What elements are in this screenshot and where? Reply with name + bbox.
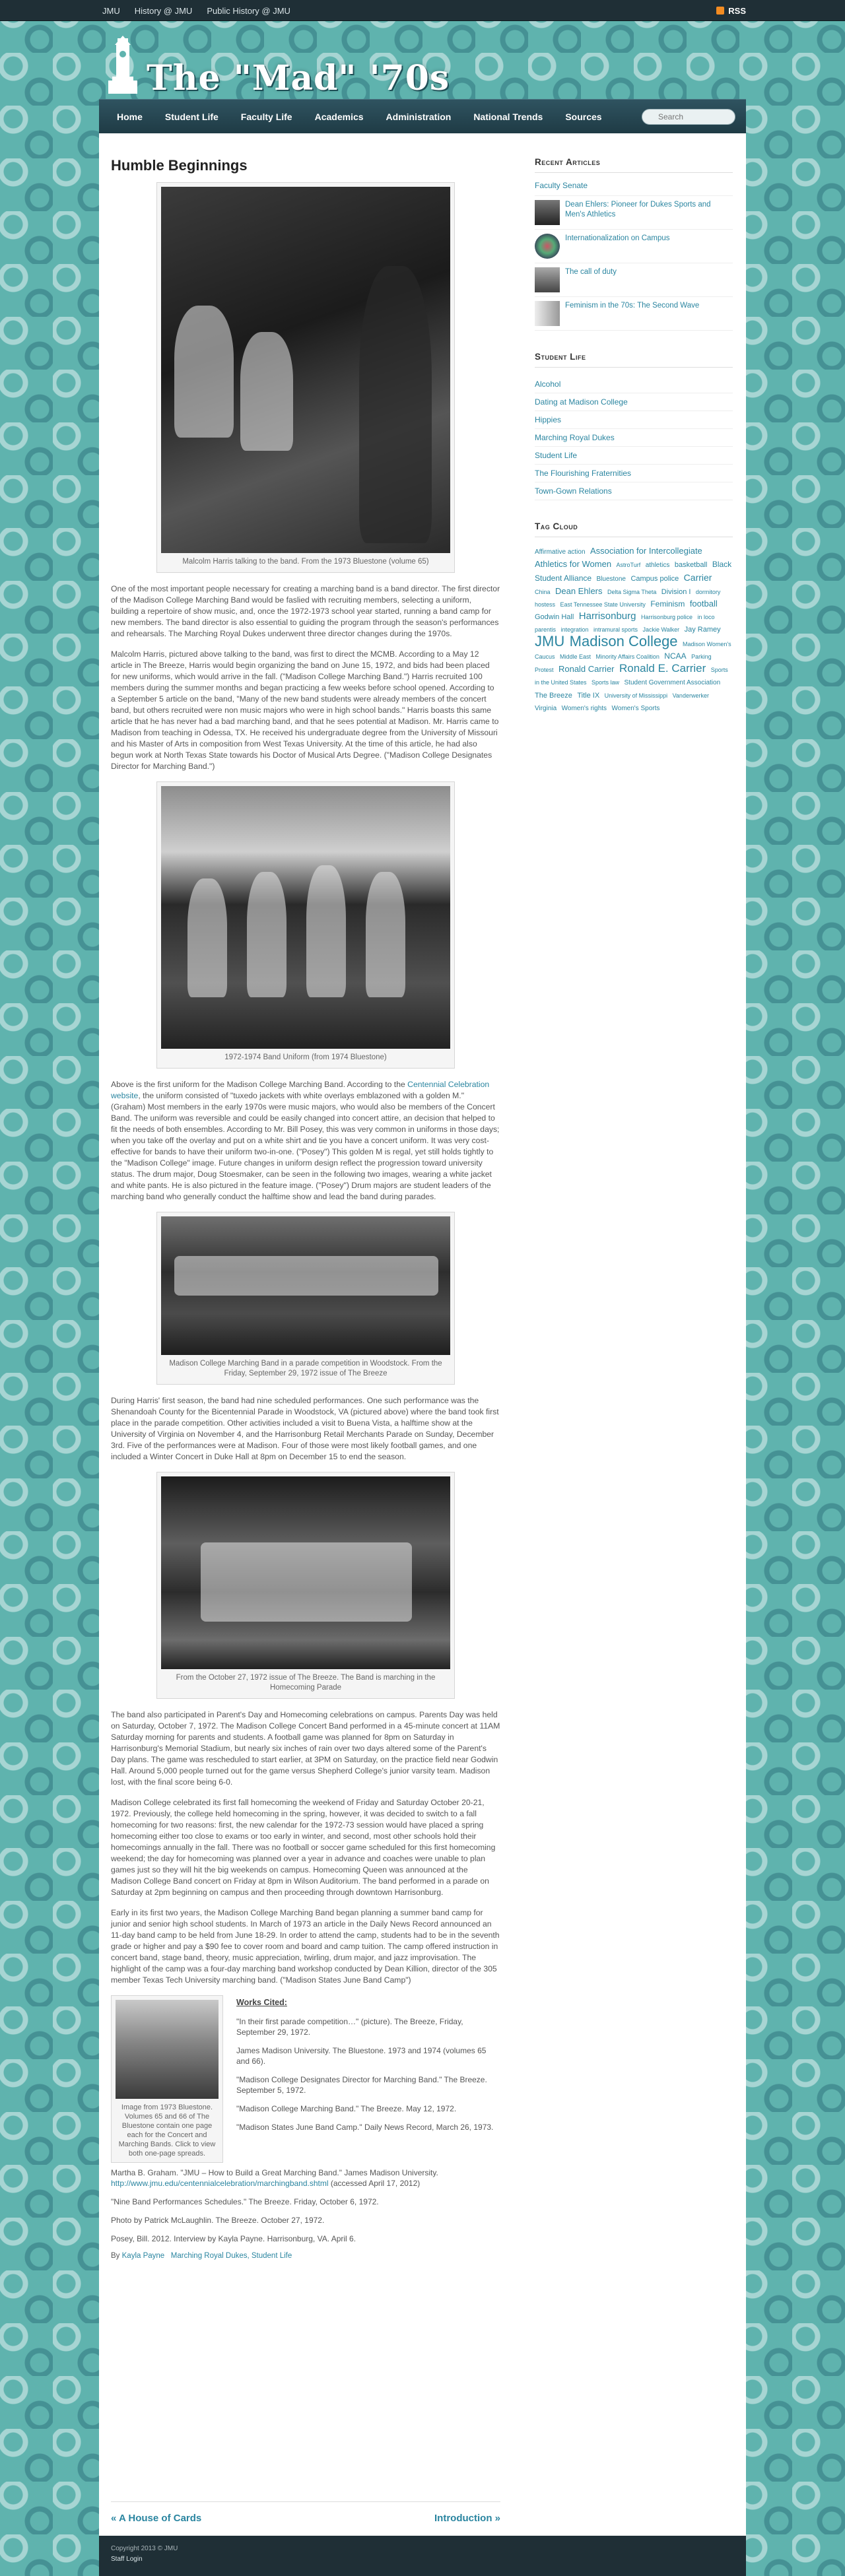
tag-link[interactable]: Delta Sigma Theta	[607, 589, 657, 595]
nav-academics[interactable]: Academics	[314, 112, 364, 122]
student-life-link[interactable]: Alcohol	[535, 376, 733, 393]
tag-link[interactable]: China	[535, 589, 551, 595]
citation: Photo by Patrick McLaughlin. The Breeze. October 27, 1972.	[111, 2216, 325, 2225]
site-title[interactable]: The "Mad" '70s	[147, 58, 450, 98]
tag-link[interactable]: Carrier	[683, 572, 712, 583]
tag-link[interactable]: Affirmative action	[535, 548, 586, 556]
page-container	[99, 133, 746, 2536]
student-life-link[interactable]: The Flourishing Fraternities	[535, 465, 733, 482]
article-thumbnail	[535, 234, 560, 259]
sidebar	[535, 157, 733, 736]
tag-link[interactable]: Virginia	[535, 705, 557, 712]
paragraph-text: , the uniform consisted of "tuxedo jackets with white overlays emblazoned with a golden M." (Graham) Most members in the early 1970s were music majors, who would also be members of the Concert Band. The uniform was reversible and could be easily changed into concert attire, an decision that helped to fit the needs of both ensembles. According to Mr. Bill Posey, this was very common in uniforms in those days; when you take off the overlay and put on a white shirt and tie you have a concert uniform. It was very cost-effective for bands to have their uniform two-in-one. ("Posey") This golden M is regal, yet still holds tightly to the "Madison College" image. Future changes in uniform design reflect the progression toward university status. The drum major, Doug Stoesmaker, can be seen in the following two images, wearing a white jacket and white pants. He is also pictured in the feature image. ("Posey") Drum majors are student leaders of the marching band who generally conduct the halftime show and lead the band during parades.	[111, 1091, 500, 1201]
tag-link[interactable]: AstroTurf	[616, 562, 641, 568]
tag-link[interactable]: Madison Women's Caucus	[535, 641, 731, 660]
tag-link[interactable]: Title IX	[577, 692, 600, 700]
student-life-link[interactable]: Hippies	[535, 411, 733, 429]
tag-link[interactable]: Protest	[535, 667, 554, 673]
tag-link[interactable]: basketball	[674, 561, 708, 569]
photo-malcolm-harris[interactable]	[161, 187, 450, 553]
tag-link[interactable]: Student Government Association	[624, 679, 721, 686]
paragraph: Malcolm Harris, pictured above talking to the band, was first to direct the MCMB. According to a May 12 article in The Breeze, Harris would begin organizing the band on June 15, 1972, and bids had been placed for new uniforms, which would arrive in the fall. ("Madison College Marching Band.") Harris recruited 100 members during the summer months and began practicing a few weeks before school opened. According to a September 5 article on the band, "Many of the new band students were already members of the concert band, but others recruited were non music majors who were in high school bands." Harris boasts this same article that he has never had a bad marching band, and that he sees potential at Madison. Mr. Harris came to Madison from teaching in Odessa, TX. He received his undergraduate degree from the University of Missouri and his Master of Arts in composition from West Texas University. At the time of this article, he had also begun work at North Texas State towards his Doctor of Musical Arts Degree. ("Madison College Designates Director for Marching Band.")	[111, 649, 499, 771]
rss-label: RSS	[728, 5, 746, 16]
tag-link[interactable]: Jackie Walker	[642, 626, 680, 633]
works-cited-section	[111, 1995, 500, 2163]
tag-link[interactable]: Jay Ramey	[684, 626, 721, 634]
tag-link[interactable]: Sports in the United States	[535, 667, 728, 686]
figure-caption: Malcolm Harris talking to the band. From the 1973 Bluestone (volume 65)	[182, 558, 429, 566]
top-links	[102, 0, 290, 21]
recent-article-item[interactable]	[535, 196, 733, 230]
top-link-public-history[interactable]: Public History @ JMU	[207, 5, 290, 16]
site-header	[99, 26, 746, 99]
nav-faculty-life[interactable]: Faculty Life	[240, 112, 292, 122]
site-footer	[99, 2536, 746, 2576]
article-thumbnail	[535, 301, 560, 326]
tag-link[interactable]: athletics	[645, 562, 670, 569]
photo-band-uniform[interactable]	[161, 786, 450, 1049]
student-life-link[interactable]: Marching Royal Dukes	[535, 429, 733, 447]
tag-link[interactable]: East Tennessee State University	[560, 601, 646, 608]
previous-post-link[interactable]: « A House of Cards	[111, 2513, 202, 2524]
staff-login-link[interactable]: Staff Login	[111, 2556, 143, 2563]
figure-homecoming-parade	[156, 1472, 455, 1699]
figure-bluestone-spread	[111, 1995, 223, 2163]
article-thumbnail	[535, 267, 560, 292]
post-content	[111, 157, 500, 2260]
works-cited-list	[236, 1995, 500, 2140]
recent-article-item[interactable]	[535, 230, 733, 263]
tag-link[interactable]: Feminism	[650, 599, 685, 609]
tag-link[interactable]: Madison College	[569, 633, 678, 649]
recent-article-item[interactable]	[535, 263, 733, 297]
citation	[111, 2167, 500, 2189]
tag-link[interactable]: Parking	[691, 653, 712, 660]
figure-caption: Image from 1973 Bluestone. Volumes 65 and 66 of The Bluestone contain one page each for the Concert and Marching Bands. Click to view both one-page spreads.	[118, 2103, 216, 2158]
recent-article-link[interactable]: Dean Ehlers: Pioneer for Dukes Sports and Men's Athletics	[565, 201, 711, 218]
figure-malcolm-harris	[156, 182, 455, 573]
main-nav	[99, 99, 746, 133]
works-cited-heading: Works Cited:	[236, 1998, 287, 2007]
citation: James Madison University. The Bluestone. 1973 and 1974 (volumes 65 and 66).	[236, 2046, 487, 2066]
post-title: Humble Beginnings	[111, 157, 248, 174]
tag-cloud	[535, 545, 733, 715]
student-life-link[interactable]: Town-Gown Relations	[535, 482, 733, 500]
paragraph	[111, 1079, 500, 1203]
tag-link[interactable]: Harrisonburg police	[640, 614, 693, 620]
category-links[interactable]: Marching Royal Dukes, Student Life	[170, 2252, 292, 2260]
paragraph: One of the most important people necessary for creating a marching band is a band director. The first director of the Madison College Marching Band would be faslied with recruiting members, selecting a uniform, building a repertoire of show music, and, once the 1972-1973 school year started, running a band camp for new members. The band director is also essential to guiding the program through the season's performances and rehearsals. The Marching Royal Dukes underwent three director changes during the 1970s.	[111, 584, 500, 638]
byline	[111, 2252, 500, 2260]
recent-article-link[interactable]: The call of duty	[565, 268, 617, 276]
recent-article-item[interactable]	[535, 297, 733, 331]
citation: "Madison College Marching Band." The Breeze. May 12, 1972.	[236, 2104, 457, 2113]
citation: "Madison College Designates Director for Marching Band." The Breeze. September 5, 1972.	[236, 2075, 487, 2095]
author-link[interactable]: Kayla Payne	[121, 2252, 165, 2260]
nav-administration[interactable]: Administration	[386, 112, 452, 122]
top-bar	[0, 0, 845, 21]
photo-woodstock-parade[interactable]	[161, 1216, 450, 1355]
figure-caption: From the October 27, 1972 issue of The Breeze. The Band is marching in the Homecoming Parade	[176, 1674, 436, 1692]
tag-link[interactable]: Godwin Hall	[535, 613, 574, 621]
figure-woodstock-parade	[156, 1212, 455, 1385]
widget-title: Recent Articles	[535, 157, 733, 173]
paragraph: The band also participated in Parent's Day and Homecoming celebrations on campus. Parents Day was held on Saturday, October 7, 1972. The Madison College Concert Band performed in a 45-minute concert at 11AM Saturday morning for parents and students. A football game was planned for 8pm on Saturday in Harrisonburg's Memorial Stadium, but nearly six inches of rain over two days altered some of the Parent's Day plans. The game was rescheduled to start earlier, at 3PM on Saturday, on the practice field near Godwin Hall. Around 5,000 people turned out for the game versus Shepherd College's junior varsity team. Madison lost, with the final score being 6-0.	[111, 1710, 500, 1787]
tag-cloud-widget	[535, 521, 733, 715]
student-life-widget	[535, 352, 733, 500]
nav-home[interactable]: Home	[117, 112, 143, 122]
tag-link[interactable]: Middle East	[559, 653, 591, 660]
paragraph: During Harris' first season, the band had nine scheduled performances. One such performance was the Shenandoah County for the Bicentennial Parade in Woodstock, VA (pictured above) where the band took first place in the parade competition. Other activities included a visit to Buena Vista, a halftime show at the University of Virginia on November 4, and the Harrisonburg Retail Merchants Parade on Sunday, December 3rd. Five of the performances were at Madison. Four of those were most likely football games, and one included a Winter Concert in Duke Hall at 8pm on December 15 to end the season.	[111, 1396, 499, 1461]
centennial-link[interactable]: Centennial Celebration website	[111, 1080, 490, 1100]
paragraph: Early in its first two years, the Madison College Marching Band began planning a summer band camp for junior and senior high school students. In March of 1973 an article in the Daily News Record announced an 11-day band camp to be held from June 18-29. In order to attend the camp, students had to be in the seventh grade or higher and pay a $90 fee to cover room and board and camp tuition. The camp offered instruction in concert band, stage band, theory, music appreciation, twirling, drum major, and jazz improvisation. The highlight of the camp was a four-day marching band workshop conducted by Dean Killion, director of the 305 member Texas Tech University marching band. ("Madison States June Band Camp")	[111, 1908, 500, 1985]
paragraph: Madison College celebrated its first fall homecoming the weekend of Friday and Saturday October 20-21, 1972. Previously, the college held homecoming in the spring, however, it was decided to switch to a fall homecoming for two reasons: first, the new calendar for the 1972-73 session would have placed a spring homecoming either too close to exams or too early in winter, and second, most other schools hold their homecomings annually in the fall. There was no football or soccer game scheduled for this first homecoming weekend; the day for homecoming was planned over a year in advance and coaches were unable to plan games just so they will hit the big weekends on campus. Homecoming Queen was announced at the Madison College Band concert on Friday at 8pm in Wilson Auditorium. The band performed in a parade on Saturday at 2pm beginning on campus and then proceeding through downtown Harrisonburg.	[111, 1798, 496, 1897]
citation-text: (accessed April 17, 2012)	[328, 2179, 421, 2188]
citation-link[interactable]: http://www.jmu.edu/centennialcelebration/marchingband.shtml	[111, 2179, 329, 2188]
recent-article-link[interactable]: Internationalization on Campus	[565, 234, 670, 242]
tag-link[interactable]: Black Student Alliance	[535, 560, 732, 583]
tag-link[interactable]: Sports law	[592, 679, 620, 686]
post-navigation	[111, 2501, 500, 2524]
tag-link[interactable]: Campus police	[630, 575, 679, 583]
student-life-link[interactable]: Dating at Madison College	[535, 393, 733, 411]
citation-text: Martha B. Graham. "JMU – How to Build a Great Marching Band." James Madison University.	[111, 2168, 438, 2177]
tag-link[interactable]: Association for Intercollegiate Athletics for Women	[535, 546, 702, 569]
clock-tower-logo-icon[interactable]	[103, 33, 143, 96]
rss-icon	[716, 7, 724, 15]
byline-prefix: By	[111, 2252, 120, 2260]
figure-caption: Madison College Marching Band in a parade competition in Woodstock. From the Friday, September 29, 1972 issue of The Breeze	[169, 1360, 442, 1377]
recent-article-link[interactable]: Feminism in the 70s: The Second Wave	[565, 302, 700, 310]
tag-link[interactable]: The Breeze	[535, 692, 572, 700]
search-input[interactable]	[642, 109, 735, 125]
figure-band-uniform	[156, 781, 455, 1069]
tag-link[interactable]: NCAA	[664, 651, 687, 661]
next-post-link[interactable]: Introduction »	[434, 2513, 500, 2524]
tag-link[interactable]: JMU	[535, 633, 565, 649]
tag-link[interactable]: intramural sports	[593, 626, 638, 633]
citation: "In their first parade competition…" (picture). The Breeze, Friday, September 29, 1972.	[236, 2017, 463, 2037]
nav-student-life[interactable]: Student Life	[164, 112, 219, 122]
tag-link[interactable]: Vanderwerker	[672, 692, 709, 699]
top-link-jmu[interactable]: JMU	[102, 5, 120, 16]
tag-link[interactable]: Dean Ehlers	[555, 586, 603, 596]
figure-caption: 1972-1974 Band Uniform (from 1974 Bluestone)	[224, 1053, 387, 1061]
tag-link[interactable]: University of Mississippi	[604, 692, 668, 699]
tag-link[interactable]: in loco parentis	[535, 614, 715, 633]
citation: Posey, Bill. 2012. Interview by Kayla Payne. Harrisonburg, VA. April 6.	[111, 2234, 356, 2243]
tag-link[interactable]: Division I	[661, 588, 691, 596]
tag-link[interactable]: Harrisonburg	[578, 611, 636, 622]
widget-title: Student Life	[535, 352, 733, 368]
citation: "Madison States June Band Camp." Daily News Record, March 26, 1973.	[236, 2123, 494, 2132]
article-thumbnail	[535, 200, 560, 225]
student-life-link[interactable]: Student Life	[535, 447, 733, 465]
copyright: Copyright 2013 © JMU	[111, 2545, 178, 2552]
widget-title: Tag Cloud	[535, 521, 733, 537]
tag-link[interactable]: Women's Sports	[611, 705, 660, 712]
rss-link[interactable]	[716, 0, 746, 21]
photo-homecoming-parade[interactable]	[161, 1476, 450, 1669]
paragraph-text: Above is the first uniform for the Madison College Marching Band. According to the	[111, 1080, 408, 1089]
tag-link[interactable]: Minority Affairs Coalition	[595, 653, 659, 660]
recent-articles-widget	[535, 157, 733, 331]
tag-link[interactable]: football	[689, 599, 718, 609]
tag-link[interactable]: Ronald E. Carrier	[619, 662, 706, 675]
nav-national-trends[interactable]: National Trends	[473, 112, 543, 122]
tag-link[interactable]: dormitory hostess	[535, 589, 721, 608]
tag-link[interactable]: Ronald Carrier	[558, 664, 615, 674]
recent-article-link[interactable]: Faculty Senate	[535, 181, 733, 196]
citation: "Nine Band Performances Schedules." The Breeze. Friday, October 6, 1972.	[111, 2197, 379, 2206]
tag-link[interactable]: integration	[560, 626, 589, 633]
top-link-history[interactable]: History @ JMU	[134, 5, 193, 16]
photo-bluestone-spread[interactable]	[116, 2000, 219, 2099]
tag-link[interactable]: Bluestone	[596, 576, 626, 583]
nav-sources[interactable]: Sources	[565, 112, 602, 122]
tag-link[interactable]: Women's rights	[561, 705, 607, 712]
